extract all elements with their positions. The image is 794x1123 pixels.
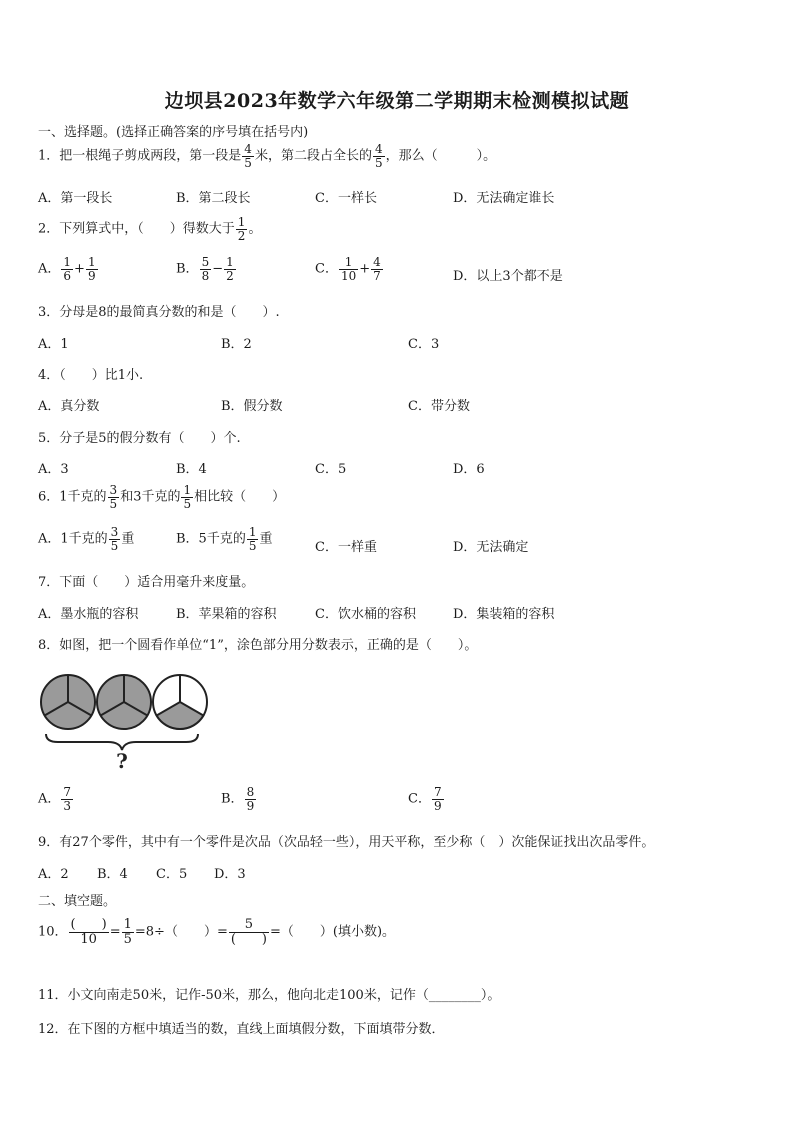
q1-option-c: C．一样长 [315, 191, 377, 206]
fraction [200, 256, 212, 282]
question-5: 5．分子是5的假分数有（ ）个. [38, 431, 241, 446]
option-label: C． [408, 791, 431, 807]
q9-option-d: D．3 [214, 867, 246, 882]
fraction-one-fifth [122, 918, 134, 946]
option-text: 重 [259, 531, 273, 547]
equals: = [109, 924, 121, 940]
question-7: 7．下面（ ）适合用毫升来度量。 [38, 575, 255, 590]
numerator: 7 [63, 785, 72, 799]
q9-option-c: C．5 [156, 867, 188, 882]
numerator: 7 [433, 785, 442, 799]
question-4: 4．（ ）比1小. [38, 368, 144, 383]
q6-option-c: C．一样重 [315, 540, 377, 555]
q2-option-a [38, 256, 99, 282]
page-title: 边坝县2023年数学六年级第二学期期末检测模拟试题 [164, 90, 630, 112]
q6-text-b: 和3千克的 [120, 489, 181, 505]
numerator: 4 [373, 255, 381, 269]
numerator: ( ) [70, 917, 107, 932]
denominator: 5 [248, 538, 257, 553]
q8-option-b [221, 786, 257, 812]
option-label: B． [176, 261, 199, 277]
fraction [224, 256, 236, 282]
q6-text-a: 6．1千克的 [38, 489, 107, 505]
denominator: 5 [244, 155, 252, 170]
fraction-blank-over-10 [69, 918, 109, 946]
q2-fraction [236, 216, 248, 242]
q1-text-a: 把一根绳子剪成两段，第一段是 [59, 148, 242, 164]
q1-option-d: D．无法确定谁长 [453, 191, 555, 206]
option-text: 重 [121, 531, 135, 547]
fraction-five-over-blank [229, 918, 269, 946]
fraction [61, 256, 73, 282]
q1-text-c: ，那么（ ）。 [385, 148, 497, 164]
fraction [339, 256, 358, 282]
numerator: 1 [248, 525, 257, 539]
denominator: 5 [123, 931, 132, 947]
numerator: 8 [246, 785, 255, 799]
numerator: 1 [63, 255, 72, 269]
denominator: 9 [87, 268, 96, 283]
q5-option-a: A．3 [38, 462, 69, 477]
q1-option-a: A．第一段长 [38, 191, 113, 206]
denominator: 3 [63, 798, 72, 813]
q2-option-c [315, 256, 384, 282]
denominator: 10 [340, 268, 357, 283]
q7-option-c: C．饮水桶的容积 [315, 607, 416, 622]
question-12: 12．在下图的方框中填适当的数，直线上面填假分数，下面填带分数． [38, 1022, 445, 1037]
denominator: 7 [373, 268, 381, 283]
q1-fraction-1 [242, 143, 254, 169]
numerator: 1 [183, 483, 192, 497]
q1-number: 1． [38, 148, 60, 164]
operator: − [212, 261, 224, 277]
q6-option-a [38, 526, 134, 552]
question-10 [38, 918, 395, 946]
q3-option-c: C．3 [408, 337, 440, 352]
curly-brace [46, 734, 198, 750]
numerator: 1 [339, 256, 358, 270]
q3-option-b: B．2 [221, 337, 252, 352]
fraction [108, 484, 120, 510]
q4-option-c: C．带分数 [408, 399, 470, 414]
denominator: 5 [109, 496, 118, 511]
numerator: 5 [229, 918, 269, 933]
denominator: 9 [246, 798, 255, 813]
denominator: 10 [80, 931, 97, 947]
question-1 [38, 143, 496, 169]
fraction [86, 256, 98, 282]
q6-text-c: 相比较（ ） [194, 489, 286, 505]
q8-option-c [408, 786, 445, 812]
numerator: 1 [87, 255, 96, 269]
numerator: 4 [374, 142, 383, 156]
section-fill-heading: 二、填空题。 [38, 894, 117, 909]
option-text: A．1千克的 [38, 531, 108, 547]
q3-option-a: A．1 [38, 337, 69, 352]
fraction [432, 786, 444, 812]
denominator: 5 [183, 496, 192, 511]
section-choice-heading: 一、选择题。(选择正确答案的序号填在括号内) [38, 125, 309, 140]
q9-option-b: B．4 [97, 867, 128, 882]
operator: + [74, 261, 85, 277]
fraction [61, 786, 73, 812]
denominator: 2 [226, 268, 234, 283]
fraction [109, 526, 121, 552]
question-9: 9．有27个零件，其中有一个零件是次品（次品轻一些），用天平称，至少称（ ）次能保证找出次品零件。 [38, 835, 655, 850]
numerator: 1 [226, 255, 234, 269]
fraction [181, 484, 193, 510]
question-6 [38, 484, 285, 510]
q5-option-b: B．4 [176, 462, 207, 477]
numerator: 1 [237, 215, 246, 229]
q4-option-a: A．真分数 [38, 399, 100, 414]
denominator: 2 [237, 228, 246, 243]
q7-option-a: A．墨水瓶的容积 [38, 607, 139, 622]
fraction [245, 786, 257, 812]
q6-option-b [176, 526, 272, 552]
q4-option-b: B．假分数 [221, 399, 283, 414]
q2-text-a: 下列算式中，（ ）得数大于 [59, 221, 235, 237]
q2-number: 2． [38, 221, 60, 237]
q10-text-a: =8÷（ ）= [134, 924, 228, 940]
denominator: 9 [433, 798, 442, 813]
numerator: 5 [201, 255, 210, 269]
circle-2-shaded [97, 675, 151, 729]
question-2 [38, 216, 261, 242]
question-3: 3．分母是8的最简真分数的和是（ ）. [38, 305, 280, 320]
option-label: C． [315, 261, 338, 277]
denominator: 5 [110, 538, 119, 553]
option-text: B．5千克的 [176, 531, 246, 547]
three-circles-figure [38, 672, 218, 772]
numerator: 3 [109, 483, 118, 497]
question-8: 8．如图，把一个圆看作单位“1”，涂色部分用分数表示，正确的是（ ）。 [38, 638, 478, 653]
fraction [371, 256, 383, 282]
numerator: 4 [244, 142, 252, 156]
q7-option-b: B．苹果箱的容积 [176, 607, 277, 622]
q6-option-d: D．无法确定 [453, 540, 529, 555]
question-mark: ? [116, 749, 128, 772]
option-label: A． [38, 261, 61, 277]
q7-option-d: D．集装箱的容积 [453, 607, 555, 622]
denominator: 6 [63, 268, 72, 283]
q1-fraction-2 [373, 143, 385, 169]
circle-1-shaded [41, 675, 95, 729]
numerator: 3 [110, 525, 119, 539]
operator: + [359, 261, 371, 277]
q10-text-b: =（ ）(填小数)。 [270, 924, 396, 940]
fraction [247, 526, 259, 552]
q2-option-d: D．以上3个都不是 [453, 269, 563, 284]
q2-option-b [176, 256, 237, 282]
question-11: 11．小文向南走50米，记作-50米，那么，他向北走100米，记作（________）。 [38, 988, 501, 1003]
q1-text-b: 米，第二段占全长的 [254, 148, 372, 164]
q1-option-b: B．第二段长 [176, 191, 251, 206]
denominator: 5 [374, 155, 383, 170]
circle-3-partial [153, 675, 207, 729]
denominator: ( ) [230, 931, 267, 947]
numerator: 1 [123, 917, 132, 932]
option-label: B． [221, 791, 244, 807]
q5-option-c: C．5 [315, 462, 347, 477]
q8-option-a [38, 786, 74, 812]
q5-option-d: D．6 [453, 462, 485, 477]
denominator: 8 [201, 268, 210, 283]
q10-number: 10． [38, 924, 68, 940]
q2-text-b: 。 [248, 221, 262, 237]
q9-option-a: A．2 [38, 867, 69, 882]
option-label: A． [38, 791, 61, 807]
